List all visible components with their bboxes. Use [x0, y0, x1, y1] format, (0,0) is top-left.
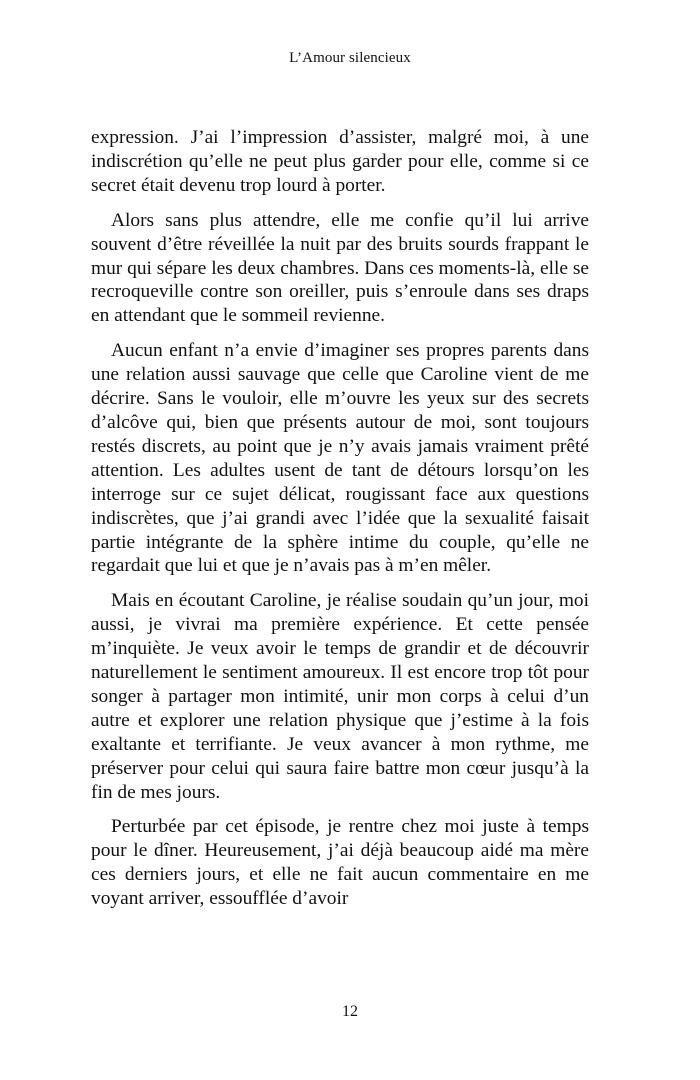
paragraph: Alors sans plus attendre, elle me confie qu’il lui arrive souvent d’être réveillée la nuit par des bruits sourds frappant le mur qui sépare les deux chambres. Dans ces moments-là, elle se recroqueville contre son oreiller, puis s’enroule dans ses draps en attendant que le sommeil revienne. [91, 209, 589, 327]
page-number: 12 [342, 1003, 358, 1020]
paragraph: expression. J’ai l’impression d’assister, malgré moi, à une indiscrétion qu’elle ne peut plus garder pour elle, comme si ce secret était devenu trop lourd à porter. [91, 127, 589, 196]
paragraph: Aucun enfant n’a envie d’imaginer ses propres parents dans une relation aussi sauvage que celle que Caroline vient de me décrire. Sans le vouloir, elle m’ouvre les yeux sur des secrets d’alcôve qui, bien que présents autour de moi, sont toujours restés discrets, au point que je n’y avais jamais vraiment prêté attention. Les adultes usent de tant de détours lorsqu’on les interroge sur ce sujet délicat, rougissant face aux questions indiscrètes, que j’ai grandi avec l’idée que la sexualité faisait partie intégrante de la sphère intime du couple, qu’elle ne regardait que lui et que je n’avais pas à m’en mêler. [91, 340, 589, 577]
paragraph: Mais en écoutant Caroline, je réalise soudain qu’un jour, moi aussi, je vivrai ma première expérience. Et cette pensée m’inquiète. Je veux avoir le temps de grandir et de découvrir naturellement le sentiment amoureux. Il est encore trop tôt pour songer à partager mon intimité, unir mon corps à celui d’un autre et explorer une relation physique que j’estime à la fois exaltante et terrifiante. Je veux avancer à mon rythme, me préserver pour celui qui saura faire battre mon cœur jusqu’à la fin de mes jours. [91, 590, 589, 803]
paragraph: Perturbée par cet épisode, je rentre chez moi juste à temps pour le dîner. Heureusement, j’ai déjà beaucoup aidé ma mère ces derniers jours, et elle ne fait aucun commentaire en me voyant arriver, essoufflée d’avoir [91, 816, 589, 910]
running-head-title: L’Amour silencieux [289, 50, 411, 66]
body-text [91, 126, 589, 922]
